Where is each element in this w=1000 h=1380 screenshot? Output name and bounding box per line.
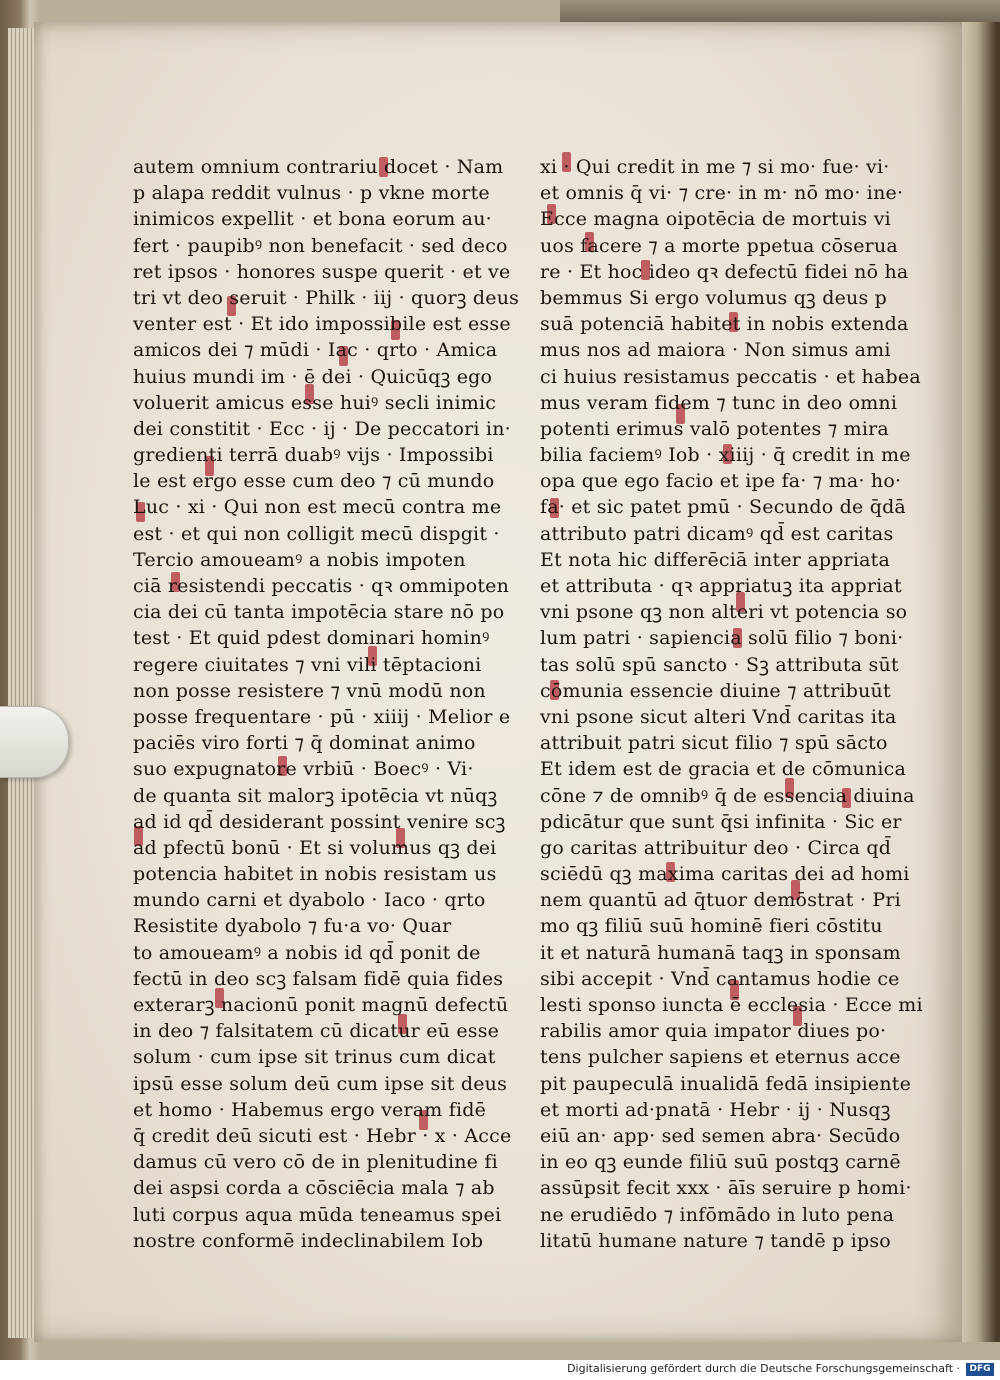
text-line: it et naturā humanā taqꝫ in sponsam [540, 941, 901, 964]
text-line: ne erudiēdo ⁊ infōmādo in luto pena [540, 1203, 895, 1226]
text-line: est · et qui non colligit mecū dispgit · [133, 522, 500, 545]
text-line: luti corpus aqua mūda teneamus spei [133, 1203, 502, 1226]
text-line: le est ergo esse cum deo ⁊ cū mundo [133, 470, 495, 493]
text-line: in eo qꝫ eunde filiū suū postqꝫ carnē [540, 1151, 901, 1174]
text-line: ret ipsos · honores suspe querit · et ve [133, 260, 511, 283]
text-line: lum patri · sapiencia solū filio ⁊ boni· [540, 627, 904, 650]
text-line: uos facere ⁊ a morte ppetua cōserua [540, 234, 898, 257]
text-line: nostre conformē indeclinabilem Iob [133, 1229, 484, 1252]
text-line: et attributa · qꝛ appriatuꝫ ita appriat [540, 575, 902, 597]
text-line: litatū humane nature ⁊ tandē p ipso [540, 1229, 891, 1252]
text-line: Tercio amoueamꝰ a nobis impoten [133, 548, 466, 571]
text-line: paciēs viro forti ⁊ q̄ dominat animo [133, 732, 476, 755]
text-line: re · Et hoc ideo qꝛ defectū fidei nō ha [540, 260, 909, 283]
text-line: mus nos ad maiora · Non simus ami [540, 339, 891, 362]
text-line: non posse resistere ⁊ vnū modū non [133, 679, 486, 702]
text-line: tri vt deo seruit · Philk · iij · quorꝫ deus [133, 286, 520, 309]
text-line: Et nota hic differēciā inter appriata [540, 548, 890, 571]
text-line: q̄ credit deū sicuti est · Hebr · x · Acce [133, 1124, 512, 1147]
text-line: autem omnium contrariu docet · Nam [133, 156, 504, 178]
text-line: fectū in deo scꝫ falsam fidē quia fides [133, 967, 504, 990]
text-line: tens pulcher sapiens et eternus acce [540, 1046, 901, 1069]
text-line: sciēdū qꝫ maxima caritas dei ad homi [540, 863, 910, 886]
text-line: solum · cum ipse sit trinus cum dicat [133, 1046, 496, 1069]
text-line: mundo carni et dyabolo · Iaco · qrto [133, 889, 486, 912]
text-line: ad id qd̄ desiderant possint venire scꝫ [133, 810, 506, 833]
text-line: Luc · xi · Qui non est mecū contra me [133, 496, 502, 519]
text-line: voluerit amicus esse huiꝰ secli inimic [133, 391, 497, 414]
text-line: to amoueamꝰ a nobis id qd̄ ponit de [133, 941, 481, 964]
text-line: lesti sponso iuncta ē ecclesia · Ecce mi [540, 994, 923, 1016]
text-line: suo expugnatore vrbiū · Boecꝰ · Vi· [133, 758, 474, 781]
text-line: dei constitit · Ecc · ij · De peccatori in· [133, 417, 511, 440]
text-line: eiū an· app· sed semen abra· Secūdo [540, 1124, 901, 1147]
text-line: in deo ⁊ falsitatem cū dicatur eū esse [133, 1020, 500, 1043]
text-line: p alapa reddit vulnus · p vkne morte [133, 182, 490, 205]
text-line: test · Et quid pdest dominari hominꝰ [133, 627, 490, 650]
text-column-right [540, 154, 923, 1254]
text-line: ciā resistendi peccatis · qꝛ ommipoten [133, 575, 510, 597]
text-line: fa· et sic patet pmū · Secundo de q̄dā [540, 496, 906, 519]
text-line: exterarꝫ nacionū ponit magnū defectū [133, 994, 509, 1016]
text-line: mus veram fidem ⁊ tunc in deo omni [540, 391, 898, 414]
text-line: damus cū vero cō de in plenitudine fi [133, 1151, 498, 1174]
text-line: Resistite dyabolo ⁊ fu·a vo· Quar [133, 915, 452, 938]
text-line: et omnis q̄ vi· ⁊ cre· in m· nō mo· ine· [540, 182, 904, 205]
text-line: de quanta sit malorꝫ ipotēcia vt nūqꝫ [133, 784, 498, 807]
text-column-left [133, 154, 520, 1254]
text-line: gredienti terrā duabꝰ vijs · Impossibi [133, 444, 494, 467]
text-line: attributo patri dicamꝰ qd̄ est caritas [540, 522, 894, 545]
funding-credit: Digitalisierung gefördert durch die Deutsche Forschungsgemeinschaft · [567, 1362, 960, 1375]
book-gutter-edge [962, 22, 1000, 1342]
text-line: et morti ad·pnatā · Hebr · ij · Nusqꝫ [540, 1098, 891, 1121]
text-line: sibi accepit · Vnd̄ cantamus hodie ce [540, 967, 900, 990]
footer-bar [0, 1360, 1000, 1380]
text-line: inimicos expellit · et bona eorum au· [133, 208, 492, 231]
text-line: potenti erimus valō potentes ⁊ mira [540, 417, 889, 440]
text-line: pdicātur que sunt q̄si infinita · Sic er [540, 810, 902, 833]
text-line: bilia faciemꝰ Iob · xiiij · q̄ credit in me [540, 444, 911, 467]
text-line: potencia habitet in nobis resistam us [133, 863, 497, 886]
text-line: Et idem est de gracia et de cōmunica [540, 758, 907, 781]
text-line: vni psone qꝫ non alteri vt potencia so [540, 601, 908, 624]
text-line: vni psone sicut alteri Vnd̄ caritas ita [540, 705, 897, 728]
text-line: rabilis amor quia impator diues po· [540, 1020, 887, 1043]
text-line: nem quantū ad q̄tuor demōstrat · Pri [540, 889, 901, 912]
text-line: huius mundi im · ē dei · Quicūqꝫ ego [133, 365, 493, 388]
text-line: venter est · Et ido impossibile est esse [133, 313, 511, 336]
text-line: regere ciuitates ⁊ vni vili tēptacioni [133, 653, 482, 676]
text-line: suā potenciā habitet in nobis extenda [540, 313, 909, 336]
text-line: fert · paupibꝰ non benefacit · sed deco [133, 234, 508, 257]
text-line: amicos dei ⁊ mūdi · Iac · qrto · Amica [133, 339, 498, 362]
text-line: et homo · Habemus ergo veram fidē [133, 1098, 487, 1121]
text-line: attribuit patri sicut filio ⁊ spū sācto [540, 732, 888, 755]
text-line: mo qꝫ filiū suū hominē fieri cōstitu [540, 915, 883, 938]
text-line: ad pfectū bonū · Et si volumus qꝫ dei [133, 836, 497, 859]
text-line: cia dei cū tanta impotēcia stare nō po [133, 601, 505, 624]
bookmark-tab [0, 706, 69, 778]
text-line: ipsū esse solum deū cum ipse sit deus [133, 1072, 508, 1095]
text-line: ci huius resistamus peccatis · et habea [540, 365, 921, 388]
dfg-logo: DFG [966, 1363, 994, 1376]
text-line: assūpsit fecit xxx · āīs seruire p homi· [540, 1177, 912, 1200]
text-line: xi · Qui credit in me ⁊ si mo· fue· vi· [540, 156, 890, 178]
text-line: Ecce magna oipotēcia de mortuis vi [540, 208, 891, 231]
text-line: go caritas attribuitur deo · Circa qd̄ [540, 836, 892, 859]
text-line: pit paupeculā inualidā fedā insipiente [540, 1072, 912, 1095]
text-line: tas solū spū sancto · Sꝫ attributa sūt [540, 653, 899, 676]
text-line: posse frequentare · pū · xiiij · Melior e [133, 705, 511, 728]
text-line: cōne ⁊ de omnibꝰ q̄ de essencia diuina [540, 784, 915, 807]
text-line: dei aspsi corda a cōsciēcia mala ⁊ ab [133, 1177, 495, 1200]
text-line: cōmunia essencie diuine ⁊ attribuūt [540, 679, 891, 702]
text-line: bemmus Si ergo volumus qꝫ deus p [540, 286, 888, 309]
text-line: opa que ego facio et ipe fa· ⁊ ma· ho· [540, 470, 902, 493]
